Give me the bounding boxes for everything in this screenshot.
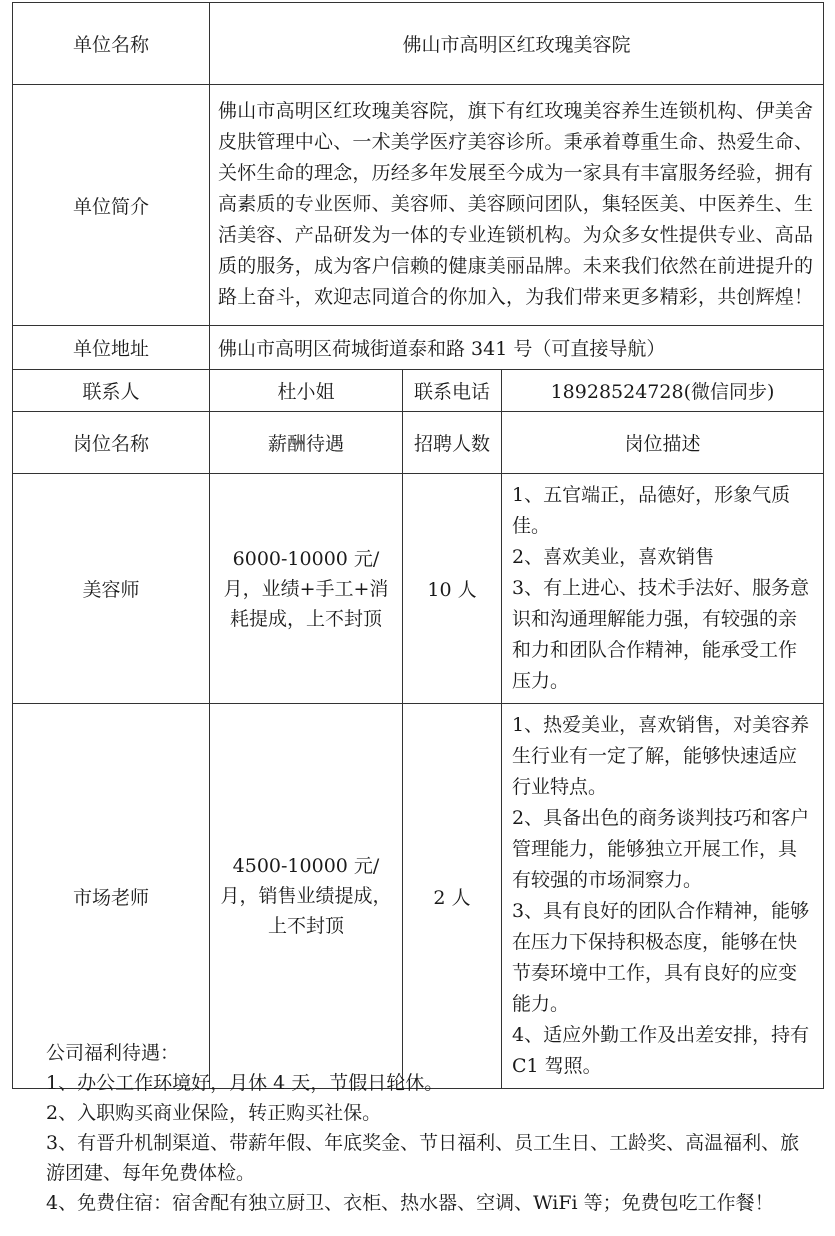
- company-address: 佛山市高明区荷城街道泰和路 341 号（可直接导航）: [210, 326, 824, 370]
- position-name: 美容师: [13, 474, 210, 704]
- company-intro-row: [13, 85, 824, 326]
- contact-row: [13, 370, 824, 412]
- company-name: 佛山市高明区红玫瑰美容院: [210, 3, 824, 85]
- contact-label: 联系人: [13, 370, 210, 412]
- benefits-title: 公司福利待遇：: [46, 1042, 180, 1064]
- position-salary: 6000-10000 元/月，业绩+手工+消耗提成，上不封顶: [210, 474, 403, 704]
- benefit-item: 1、办公工作环境好，月休 4 天，节假日轮休。: [46, 1072, 444, 1094]
- phone-label: 联系电话: [403, 370, 502, 412]
- position-count: 10 人: [403, 474, 502, 704]
- position-description: 1、热爱美业，喜欢销售，对美容养生行业有一定了解，能够快速适应行业特点。 2、具备出色的商务谈判技巧和客户管理能力，能够独立开展工作，具有较强的市场洞察力。 3、具有良好的团队合作精神，能够在压力下保持积极态度，能够在快节奏环境中工作，具有良好的应变能力。 4、适应外勤工作及出差安排，持有 C1 驾照。: [502, 704, 824, 1089]
- benefit-item: 2、入职购买商业保险，转正购买社保。: [46, 1102, 382, 1124]
- header-description: 岗位描述: [502, 412, 824, 474]
- contact-name: 杜小姐: [210, 370, 403, 412]
- benefits-section: [46, 1038, 816, 1218]
- benefit-item: 4、免费住宿：宿舍配有独立厨卫、衣柜、热水器、空调、WiFi 等；免费包吃工作餐！: [46, 1192, 774, 1214]
- positions-header-row: [13, 412, 824, 474]
- header-salary: 薪酬待遇: [210, 412, 403, 474]
- benefit-item: 3、有晋升机制渠道、带薪年假、年底奖金、节日福利、员工生日、工龄奖、高温福利、旅游团建、每年免费体检。: [46, 1132, 800, 1184]
- header-count: 招聘人数: [403, 412, 502, 474]
- company-address-label: 单位地址: [13, 326, 210, 370]
- job-posting-table: [12, 2, 824, 1089]
- position-name: 市场老师: [13, 704, 210, 1089]
- position-row-marketing: [13, 704, 824, 1089]
- phone-number: 18928524728(微信同步): [502, 370, 824, 412]
- position-row-beautician: [13, 474, 824, 704]
- position-count: 2 人: [403, 704, 502, 1089]
- company-address-row: [13, 326, 824, 370]
- company-name-row: [13, 3, 824, 85]
- position-salary: 4500-10000 元/月，销售业绩提成，上不封顶: [210, 704, 403, 1089]
- company-intro: 佛山市高明区红玫瑰美容院，旗下有红玫瑰美容养生连锁机构、伊美舍皮肤管理中心、一术美学医疗美容诊所。秉承着尊重生命、热爱生命、关怀生命的理念，历经多年发展至今成为一家具有丰富服务经验，拥有高素质的专业医师、美容师、美容顾问团队，集轻医美、中医养生、生活美容、产品研发为一体的专业连锁机构。为众多女性提供专业、高品质的服务，成为客户信赖的健康美丽品牌。未来我们依然在前进提升的路上奋斗，欢迎志同道合的你加入，为我们带来更多精彩，共创辉煌！: [210, 85, 824, 326]
- company-name-label: 单位名称: [13, 3, 210, 85]
- company-intro-label: 单位简介: [13, 85, 210, 326]
- header-position: 岗位名称: [13, 412, 210, 474]
- position-description: 1、五官端正，品德好，形象气质佳。 2、喜欢美业，喜欢销售 3、有上进心、技术手法好、服务意识和沟通理解能力强，有较强的亲和力和团队合作精神，能承受工作压力。: [502, 474, 824, 704]
